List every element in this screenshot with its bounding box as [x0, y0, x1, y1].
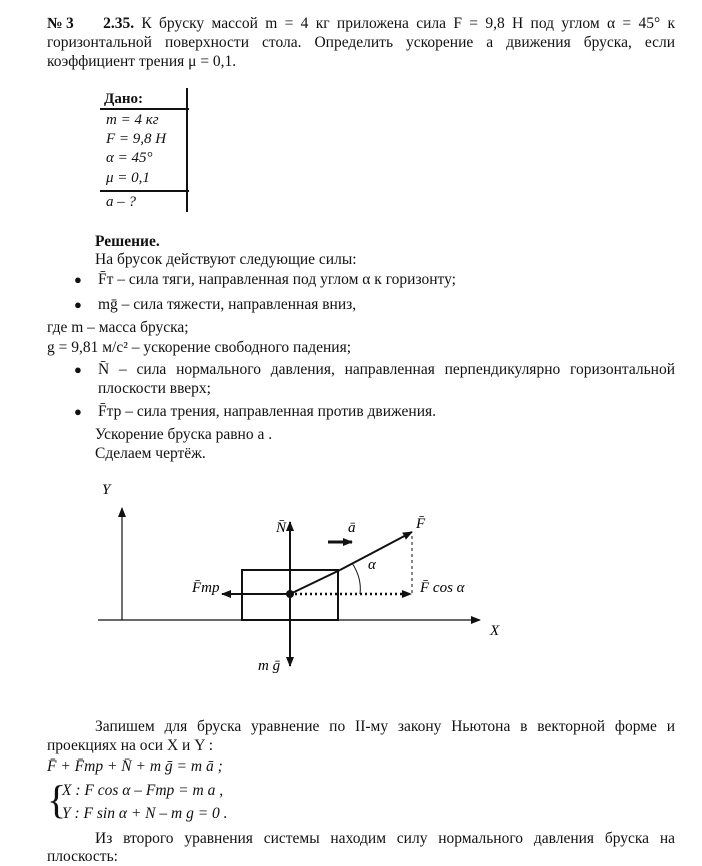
applied-force-arrow	[340, 532, 412, 570]
fcos-arrowhead	[402, 590, 412, 598]
fcos-label: F̄ cos α	[420, 580, 465, 596]
given-item-alpha: α = 45°	[106, 150, 153, 166]
g-note: g = 9,81 м/с² – ускорение свободного падения;	[47, 339, 352, 356]
acceleration-label: ā	[348, 520, 356, 536]
force-friction: F̄тр – сила трения, направленная против движения.	[98, 403, 436, 420]
given-title: Дано:	[104, 91, 143, 107]
conclusion-1: Из второго уравнения системы находим силу нормального давления бруска на	[95, 830, 675, 847]
force-gravity: mḡ – сила тяжести, направленная вниз,	[98, 296, 357, 313]
bullet-icon: ●	[74, 404, 82, 419]
vector-equation: F̄ + F̄тр + N̄ + m ḡ = m ā ;	[47, 758, 223, 775]
given-find: a – ?	[106, 194, 136, 210]
normal-force-label: N̄	[276, 520, 287, 536]
friction-label: F̄тр	[192, 580, 220, 596]
bullet-icon: ●	[74, 362, 82, 377]
angle-label: α	[368, 557, 376, 573]
conclusion-2: плоскость:	[47, 848, 118, 865]
given-item-f: F = 9,8 Н	[106, 131, 167, 147]
system-brace: {	[47, 777, 67, 822]
x-axis-label: X	[490, 623, 500, 639]
applied-force-label: F̄	[416, 516, 426, 532]
solution-intro: На брусок действуют следующие силы:	[95, 251, 357, 268]
force-normal-2: плоскости вверх;	[98, 380, 211, 397]
given-bottom-rule	[100, 190, 189, 192]
problem-text-1: К бруску массой m = 4 кг приложена сила F = 9,8 Н под углом α = 45° к	[141, 15, 676, 32]
gravity-label: m ḡ	[258, 658, 281, 674]
solution-title: Решение.	[95, 233, 160, 250]
angle-arc	[352, 563, 360, 594]
projection-y: Y : F sin α + N – m g = 0 .	[62, 805, 228, 822]
eq-intro-1: Запишем для бруска уравнение по II-му закону Ньютона в векторной форме и	[95, 718, 675, 735]
force-normal-1: N̄ – сила нормального давления, направленная перпендикулярно горизонтальной	[98, 361, 675, 378]
given-item-m: m = 4 кг	[106, 112, 159, 128]
projection-x: X : F cos α – Fтр = m a ,	[62, 782, 224, 799]
force-lever	[290, 570, 340, 594]
given-vertical-rule	[186, 88, 188, 212]
problem-ref: 2.35.	[103, 15, 135, 32]
y-axis-label: Y	[102, 482, 111, 498]
force-thrust: F̄т – сила тяги, направленная под углом α к горизонту;	[98, 271, 456, 288]
acceleration-note: Ускорение бруска равно a .	[95, 426, 273, 443]
problem-text-2: горизонтальной поверхности стола. Определить ускорение a движения бруска, если	[47, 34, 675, 51]
problem-text-3: коэффициент трения μ = 0,1.	[47, 53, 237, 70]
eq-intro-2: проекциях на оси X и Y :	[47, 737, 214, 754]
problem-line-1	[47, 14, 675, 33]
given-item-mu: μ = 0,1	[106, 170, 150, 186]
application-point	[286, 590, 294, 598]
mass-note: где m – масса бруска;	[47, 319, 189, 336]
force-diagram	[0, 470, 702, 690]
drawing-note: Сделаем чертёж.	[95, 445, 206, 462]
problem-number: №3	[47, 15, 74, 32]
bullet-icon: ●	[74, 272, 82, 287]
given-top-rule	[100, 108, 189, 110]
bullet-icon: ●	[74, 297, 82, 312]
